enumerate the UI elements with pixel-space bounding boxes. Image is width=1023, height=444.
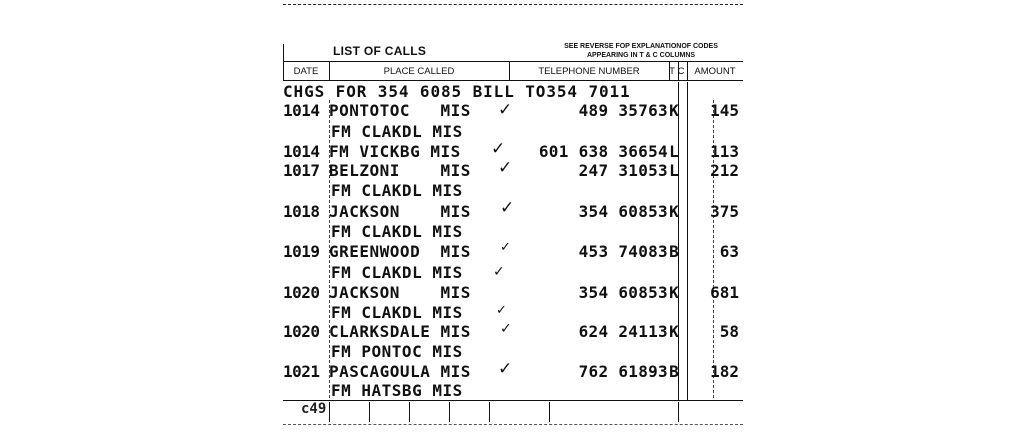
call-list-sheet	[283, 0, 743, 444]
footer-dashed-rule	[283, 424, 743, 425]
footer-divider	[549, 402, 550, 422]
explanation-note	[541, 42, 741, 60]
checkmark-icon: ✓	[498, 158, 513, 178]
call-origin: FM CLAKDL MIS	[331, 303, 463, 322]
call-date: 1020	[283, 322, 320, 341]
divider-date	[329, 61, 330, 80]
explanation-line-1: SEE REVERSE FOP EXPLANATIONOF CODES	[564, 43, 718, 50]
call-amount: 145	[710, 101, 739, 120]
footer-divider	[449, 402, 450, 422]
checkmark-icon: ✓	[498, 100, 513, 120]
charges-line: CHGS FOR 354 6085 BILL TO354 7011	[283, 82, 631, 101]
call-code: L	[669, 161, 679, 180]
call-telephone: 601 638 36654	[538, 142, 668, 161]
table-row-from	[283, 122, 743, 142]
call-origin: FM CLAKDL MIS	[331, 181, 463, 200]
call-code: K	[669, 322, 679, 341]
header-top-rule	[283, 61, 743, 62]
call-place: JACKSON MIS	[329, 283, 471, 302]
table-row	[283, 362, 743, 382]
call-telephone: 354 60853	[578, 283, 668, 302]
column-header-c: C	[677, 66, 685, 77]
table-row	[283, 101, 743, 121]
column-header-t: T	[669, 66, 675, 77]
table-row-from	[283, 381, 743, 401]
table-row	[283, 283, 743, 303]
call-origin: FM CLAKDL MIS	[331, 222, 463, 241]
call-telephone: 762 61893	[578, 362, 668, 381]
table-row-from	[283, 342, 743, 362]
call-telephone: 247 31053	[578, 161, 668, 180]
call-telephone: 354 60853	[578, 202, 668, 221]
call-place: FM VICKBG MIS	[329, 142, 461, 161]
column-header-place: PLACE CALLED	[383, 66, 455, 77]
call-date: 1020	[283, 283, 320, 302]
call-date: 1021	[283, 362, 320, 381]
call-amount: 681	[710, 283, 739, 302]
footer-divider	[409, 402, 410, 422]
call-code: L	[669, 142, 679, 161]
footer-divider	[329, 402, 330, 422]
call-code: K	[669, 202, 679, 221]
call-place: CLARKSDALE MIS	[329, 322, 471, 341]
call-amount: 212	[710, 161, 739, 180]
divider-telephone	[669, 61, 670, 80]
table-row	[283, 242, 743, 262]
divider-place	[509, 61, 510, 80]
footer-mark: c49	[301, 401, 327, 417]
call-telephone: 453 74083	[578, 242, 668, 261]
call-date: 1017	[283, 161, 320, 180]
call-code: K	[669, 283, 679, 302]
divider-t	[678, 61, 679, 80]
checkmark-icon: ✓	[498, 359, 513, 379]
call-place: PONTOTOC MIS	[329, 101, 471, 120]
checkmark-icon: ✓	[496, 303, 507, 318]
call-date: 1014	[283, 142, 320, 161]
checkmark-icon: ✓	[491, 139, 506, 159]
column-header-telephone: TELEPHONE NUMBER	[538, 66, 640, 77]
call-place: PASCAGOULA MIS	[329, 362, 471, 381]
call-date: 1014	[283, 101, 320, 120]
header-bottom-rule	[283, 80, 743, 81]
footer-divider	[369, 402, 370, 422]
call-code: B	[669, 362, 679, 381]
call-code: B	[669, 242, 679, 261]
top-edge-line	[283, 4, 743, 5]
footer-top-rule	[283, 400, 743, 401]
footer-divider	[489, 402, 490, 422]
checkmark-icon: ✓	[500, 321, 512, 337]
list-title: LIST OF CALLS	[333, 44, 427, 58]
divider-c	[687, 61, 688, 80]
call-telephone: 489 35763	[578, 101, 668, 120]
table-row-from	[283, 263, 743, 283]
call-code: K	[669, 101, 679, 120]
table-row	[283, 161, 743, 181]
call-amount: 375	[710, 202, 739, 221]
call-amount: 182	[710, 362, 739, 381]
call-place: GREENWOOD MIS	[329, 242, 471, 261]
column-header-date: DATE	[293, 66, 319, 77]
call-origin: FM HATSBG MIS	[331, 381, 463, 400]
call-date: 1019	[283, 242, 320, 261]
left-edge-line	[283, 44, 284, 80]
checkmark-icon: ✓	[500, 240, 511, 255]
call-place: JACKSON MIS	[329, 202, 471, 221]
call-amount: 113	[710, 142, 739, 161]
call-amount: 58	[719, 322, 739, 341]
call-amount: 63	[719, 242, 739, 261]
charges-row	[283, 82, 743, 102]
call-origin: FM CLAKDL MIS	[331, 122, 463, 141]
checkmark-icon: ✓	[493, 264, 505, 280]
call-telephone: 624 24113	[578, 322, 668, 341]
explanation-line-2: APPEARING IN T & C COLUMNS	[586, 52, 696, 59]
checkmark-icon: ✓	[500, 198, 515, 218]
table-row-from	[283, 222, 743, 242]
footer-divider	[678, 402, 679, 422]
call-origin: FM CLAKDL MIS	[331, 263, 463, 282]
column-header-amount: AMOUNT	[694, 66, 736, 77]
table-row	[283, 142, 743, 162]
call-date: 1018	[283, 202, 320, 221]
table-row	[283, 322, 743, 342]
call-origin: FM PONTOC MIS	[331, 342, 463, 361]
call-place: BELZONI MIS	[329, 161, 471, 180]
table-row-from	[283, 303, 743, 323]
